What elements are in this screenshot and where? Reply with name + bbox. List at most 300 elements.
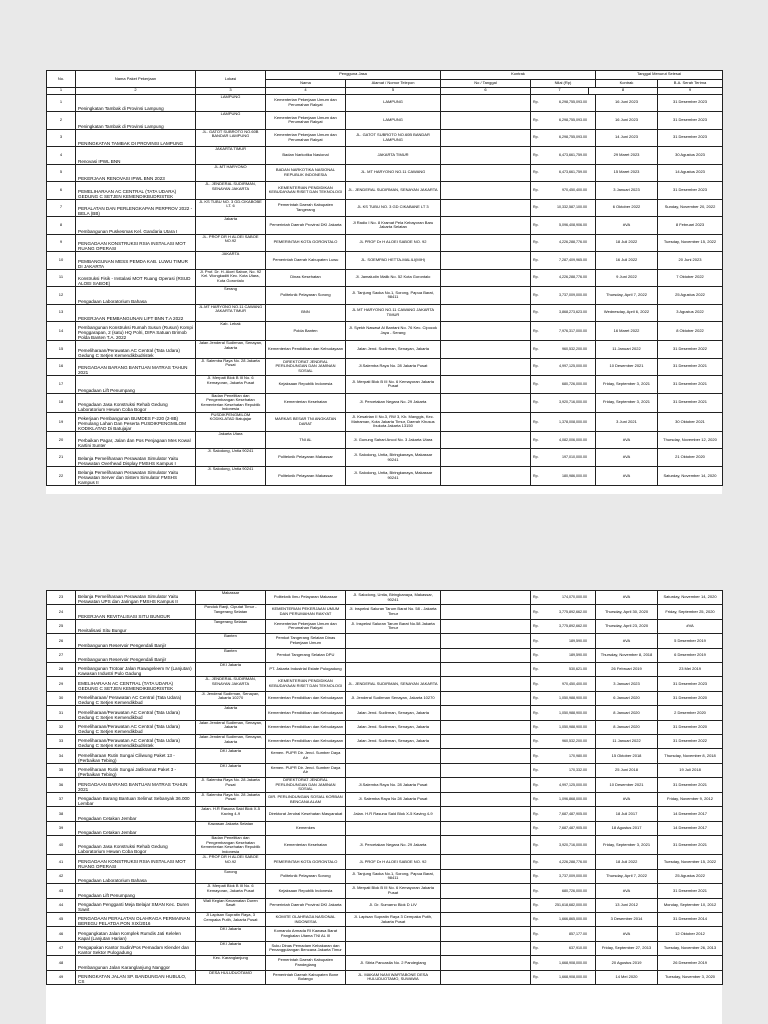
package-name: Belanja Pemeliharaan Perawatan Simulator Yaitu Perawatan Server dan Sistem Simulator FMSHS Kampus II [76,466,196,485]
handover-date: 31 Desember 2022 [658,734,723,748]
location: Jalan Jenderal Sudirman, Senayan, Jakarta [196,734,266,748]
currency-label: Rp. [533,753,539,758]
client-address: Jl. Salemba Raya No 28 Jakarta Pusat [346,792,441,806]
location: Jl. Prof. Dr. H. Aloei Saboe, No. 92 Kel. Wongkaditi Kec. Kota Utara, Kota Gorontalo [196,269,266,287]
contract-value-cell [531,734,596,748]
package-name: PEMELIHARAAN AC CENTRAL (TATA UDARA) GEDUNG C SETJEN KEMENDIKBUDRISTEK [76,182,196,200]
table-row [47,763,723,777]
contract-number [441,466,531,485]
client-name: Pemerintah Daerah Provinsi DKI Jakarta [266,898,346,912]
package-name: Peningkatan Tambak di Provinsi Lampung [76,112,196,130]
contract-value-cell [531,619,596,633]
contract-number [441,287,531,305]
table-row [47,662,723,676]
handover-date: Saturday, November 14, 2020 [658,466,723,485]
contract-date: #VA [596,466,658,485]
contract-value: 6,473,661,759.00 [559,170,587,175]
client-address: Jl. Lapisan Supratin Raya 3 Cempaka Putih, Jakarta Pusat [346,912,441,926]
contract-value: 1,668,908,000.00 [559,960,588,965]
contract-value-cell [531,720,596,734]
contract-number [441,734,531,748]
package-name: PENGADAAN PERALATAN OLAHRAGA PERMAINAN BEREGU PELATDA PON XIX/2016 [76,912,196,926]
table-row [47,322,723,341]
contract-date: 15 Maret 2023 [596,164,658,182]
row-number: 25 [47,619,76,633]
client-address: Jl. Tanjung Saoka No.1, Sorong, Papua Barat, 98411 [346,869,441,883]
contract-value: 680,726,000.00 [562,381,587,386]
contract-number [441,591,531,605]
contract-value: 7,287,409,965.00 [559,257,587,262]
client-name: DIR. PERLINDUNGAN SOSIAL KORBAN BENCANA ALAM [266,792,346,806]
package-name: Pembangunan Jalan Karanglanjung Nanggor [76,956,196,970]
table-row [47,941,723,955]
contract-number [441,269,531,287]
contract-date: #VA [596,884,658,898]
currency-label: Rp. [533,710,539,715]
contract-value: 4,226,288,776.00 [559,240,587,245]
contract-value: 3,775,892,662.00 [559,624,588,629]
contract-value-cell [531,147,596,165]
contract-value-cell [531,591,596,605]
contract-date: 18 Juli 2022 [596,855,658,869]
column-number: 5 [346,88,441,95]
client-address: JL. JENDERAL SUDIRMAN, SENAYAN JAKARTA [346,182,441,200]
contract-value-cell [531,792,596,806]
column-number: 9 [658,88,723,95]
table-row [47,591,723,605]
client-address: Jalan Jend. Sudirman, Senayan, Jakarta [346,341,441,359]
row-number: 31 [47,706,76,720]
client-name: Politeknik Pelayaran Sorong [266,869,346,883]
contract-value: 170,980.00 [569,753,588,758]
row-number: 43 [47,884,76,898]
contract-date: 14 Mei 2020 [596,970,658,984]
contract-value: 3,737,009,000.00 [559,292,587,297]
location: Tangerang Selatan [196,619,266,633]
client-name: Kementerian Pendidikan dan Kebudayaan [266,691,346,705]
currency-label: Rp. [533,974,539,979]
handover-date: Tuesday, November 3, 2020 [658,970,723,984]
handover-date: 12 Oktober 2012 [658,927,723,941]
row-number: 40 [47,836,76,855]
location: JL KS TUBU NO. 3 GD.CIKABOBE LT. 6 [196,199,266,217]
table-row [47,376,723,394]
location: Jl. Salodong, Untia 90241 [196,449,266,467]
contract-value: 6,298,755,093.00 [559,135,587,140]
client-address: Jl. Syekh Nawawi Al Bantani No. 76 Kec. Cipocok Jaya - Serang [346,322,441,341]
handover-date: 8 Februari 2023 [658,217,723,235]
contract-value-cell [531,807,596,821]
row-number: 26 [47,634,76,648]
currency-label: Rp. [533,681,539,686]
location: PUSDIKPENGMILOM KODIKLATAD Batujajar [196,412,266,431]
row-number: 49 [47,970,76,984]
client-address [346,941,441,955]
package-name: Pengapakan Kantor Sudin/Pos Pemadam Klender dan Kantor Sektor Pulogadung [76,941,196,955]
package-name: Pengadaan Lift Penumpang [76,376,196,394]
row-number: 15 [47,341,76,359]
location: Jl. Merpati Blok B III No. 6 Kemayoran, Jakarta Pusat [196,376,266,394]
contract-date: Thursday, November 8, 2018 [596,648,658,662]
table-row [47,927,723,941]
currency-label: Rp. [533,960,539,965]
contract-number [441,941,531,955]
client-name: Komando Armada RI Kawasa Barat Pangkalan Utama TNI AL III [266,927,346,941]
contract-number [441,304,531,322]
table-row [47,341,723,359]
client-name: Kementerian Pendidikan dan Kebudayaan [266,720,346,734]
contract-number [441,94,531,112]
currency-label: Rp. [533,595,539,600]
contract-date: #VA [596,792,658,806]
contract-date: 3 Januari 2023 [596,182,658,200]
row-number: 14 [47,322,76,341]
contract-date: 11 Januari 2022 [596,341,658,359]
currency-label: Rp. [533,667,539,672]
client-address: LAMPUNG [346,94,441,112]
handover-date: 5 Desember 2019 [658,634,723,648]
location: Sorong [196,869,266,883]
row-number: 36 [47,778,76,793]
package-name: Belanja Pemeliharaan Perawatan Simulator Yaitu Perawatan UPS dan Jaringan FMSHS Kampus II [76,591,196,605]
handover-date: 31 Desember 2022 [658,341,723,359]
handover-date: 23 Mei 2019 [658,662,723,676]
contract-value: 4,226,288,776.00 [559,275,587,280]
header-kontrak: Kontrak [441,71,596,80]
contract-value-cell [531,358,596,376]
column-number: 8 [589,88,658,95]
column-number: 7 [531,88,589,95]
client-name: Pemkot Tangerang Selatan DPU [266,648,346,662]
handover-date: 2 Desember 2020 [658,706,723,720]
client-name: Kejaksaan Republik Indonesia [266,376,346,394]
currency-label: Rp. [533,310,539,315]
table-row [47,393,723,412]
currency-label: Rp. [533,946,539,951]
column-number: 4 [266,88,346,95]
currency-label: Rp. [533,624,539,629]
currency-label: Rp. [533,638,539,643]
contract-value: 4,997,125,000.00 [559,364,587,369]
row-number: 28 [47,662,76,676]
handover-date: 20 Juni 2023 [658,252,723,270]
currency-label: Rp. [533,364,539,369]
contract-value-cell [531,393,596,412]
contract-value-cell [531,112,596,130]
contract-number [441,412,531,431]
contract-value-cell [531,662,596,676]
table-row [47,821,723,835]
contract-number [441,234,531,252]
contract-value: 7,976,317,000.00 [559,328,587,333]
table-row [47,884,723,898]
contract-date: 26 Februari 2019 [596,662,658,676]
contract-value: 197,010,000.00 [562,455,587,460]
currency-label: Rp. [533,842,539,847]
package-name: Konstruksi Fisik - Instalasi MOT Ruang Operasi (RSUD ALOEI SABOE) [76,269,196,287]
contract-number [441,970,531,984]
client-name: MARKAS BESAR TNI ANGKATAN DARAT [266,412,346,431]
contract-date: Friday, September 3, 2021 [596,836,658,855]
table-row [47,164,723,182]
client-address: Jl. Kesatrian II No.3, RW 3, Kb. Manggis, Kec. Matraman, Kota Jakarta Timur, Daerah Khusus Ibukota Jakarta 13150 [346,412,441,431]
handover-date: 31 Desember 2020 [658,720,723,734]
column-number: 2 [76,88,196,95]
package-name: PEKERJAAN REVITALISASI SITU BUNGUR [76,605,196,619]
package-name: Pengadaan Laboratorium Bahasa [76,287,196,305]
contract-date: Friday, September 3, 2021 [596,393,658,412]
contract-date: 9 Juni 2022 [596,269,658,287]
package-name: Pekerjaan Pembangunan BUMDES F-220 (2-8B) Pemulang Lahan Dan Peserta PUSDIKPENGMILOM KODIKLATAD Di Batujajar [76,412,196,431]
row-number: 2 [47,112,76,130]
header-tanggal-selesai: Tanggal Menurut Selesai [596,71,723,80]
handover-date: 31 Desember 2023 [658,182,723,200]
contract-value-cell [531,269,596,287]
client-address: Jl. Dr. Sumarno Blok D LIV [346,898,441,912]
handover-date: Friday, September 25, 2020 [658,605,723,619]
row-number: 33 [47,734,76,748]
row-number: 47 [47,941,76,955]
header-ba-serah-terima: B.A. Serah Terima [658,79,723,88]
contract-value-cell [531,164,596,182]
package-name: Pemeliharaan/Perawatan AC Central (Tata Udara) Gedung C Setjen Kemendikbudristek [76,341,196,359]
package-name: Pemeliharaan/Perawatan AC Central (Tata Udara) Gedung C Setjen Kemendikbudristek [76,734,196,748]
currency-label: Rp. [533,811,539,816]
contract-value: 3,775,892,662.00 [559,609,588,614]
client-name: DIREKTORAT JENDRAL PERLINDUNGAN DAN JAMINAN SOSIAL [266,358,346,376]
contract-number [441,898,531,912]
client-address: Jalan Jend. Sudirman, Senayan, Jakarta [346,706,441,720]
client-name: Kejaksaan Republik Indonesia [266,884,346,898]
contract-value: 6,298,755,093.00 [559,117,587,122]
client-address [346,749,441,763]
contract-number [441,855,531,869]
contract-date: #VA [596,431,658,449]
location: Jl Lapisan Supratin Raya, 3 Cempaka Putih, Jakarta Pusat [196,912,266,926]
package-name: Pembangunan Reservoir Pengendali Banjir [76,634,196,648]
currency-label: Rp. [533,739,539,744]
contract-number [441,182,531,200]
client-name: Dinas Kesehatan [266,269,346,287]
contract-value: 970,450,400.00 [562,187,587,192]
contract-date: #VA [596,927,658,941]
table-row [47,287,723,305]
table-row [47,970,723,984]
location: DKI Jakarta [196,749,266,763]
location: JAKARTA [196,252,266,270]
contract-value-cell [531,217,596,235]
contract-value: 180,986,000.00 [562,473,587,478]
table-row [47,912,723,926]
currency-label: Rp. [533,292,539,297]
package-name: PERALATAN DAN PERLENGKAPAN PERPROV 2022 - BELA (BB) [76,199,196,217]
handover-date: Thursday, November 12, 2020 [658,431,723,449]
table-row [47,234,723,252]
location: DESA HULUDUOTAMO [196,970,266,984]
row-number: 13 [47,304,76,322]
table-row [47,466,723,485]
header-nilai: Nilai (Rp) [531,79,596,88]
table-row [47,412,723,431]
package-name: Pemeliharaan/Perawatan AC Central (Tata Udara) Gedung C Setjen Kemendikbud [76,720,196,734]
contract-value: 4,226,288,776.00 [559,859,588,864]
table-row [47,792,723,806]
contract-date: 16 Juli 2022 [596,252,658,270]
header-pengguna-jasa: Pengguna Jasa [266,71,441,80]
contract-value-cell [531,869,596,883]
header-nama: Nama [266,79,346,88]
location: Jakarta [196,706,266,720]
client-address: Jl. Jamaludin Malik No. 52 Kota Gorontalo [346,269,441,287]
package-name: PENGADAAN BARANG BANTUAN MATRAS TAHUN 2021 [76,358,196,376]
location: Jalan. H.R Rasuna Said Blok X-5 Kaving 4-9 [196,807,266,821]
location: DKI Jakarta [196,927,266,941]
row-number: 30 [47,691,76,705]
contract-number [441,720,531,734]
table-row [47,956,723,970]
handover-date: 31 Desember 2023 [658,129,723,147]
handover-date: Tuesday, November 15, 2022 [658,855,723,869]
client-name: Kemen. PUPR Dir. Jend. Sumber Daya Air [266,749,346,763]
client-address: JL. SOEMPAD HETTA-MALILI(MIH) [346,252,441,270]
client-name: Badan Narkotika Nasional [266,147,346,165]
row-number: 20 [47,431,76,449]
contract-number [441,129,531,147]
contract-value-cell [531,898,596,912]
contract-number [441,956,531,970]
location: LAMPUNG [196,94,266,112]
client-address: JL PROF Dr H ALOEI SABOE NO. 92 [346,234,441,252]
contract-value: 3,920,716,000.00 [559,400,587,405]
location: Jl. Salodong, Untia 90241 [196,466,266,485]
client-name: Polda Banten [266,322,346,341]
client-name: Politeknik Ilmu Pelayaran Makassar [266,591,346,605]
client-address: Jalan Jend. Sudirman, Senayan, Jakarta [346,720,441,734]
row-number: 46 [47,927,76,941]
client-address: Jalan Jend. Sudirman, Senayan, Jakarta [346,734,441,748]
table-row [47,217,723,235]
contract-date: 18 Agustus 2017 [596,821,658,835]
table-row [47,112,723,130]
contract-number [441,619,531,633]
row-number: 10 [47,252,76,270]
contract-value-cell [531,129,596,147]
currency-label: Rp. [533,437,539,442]
client-address: Jl. Merpati Blok B III No. 6 Kemayoran Jakarta Pusat [346,376,441,394]
contract-value-cell [531,605,596,619]
contract-number [441,605,531,619]
contract-number [441,912,531,926]
contract-value: 3,920,716,000.00 [559,842,588,847]
currency-label: Rp. [533,381,539,386]
client-name: Pemkot Tangerang Selatan Dinas Pekerjaan Umum [266,634,346,648]
location: Kab. Lebak [196,322,266,341]
package-name: Pembangunan Konstruksi Rumah Susun (Rusun) Kompi Penggarapan, 2 (satu) HQ Polri, DIPA Satuan Brimob Polda Banten T.A. 2022 [76,322,196,341]
handover-date: 31 Desember 2023 [658,112,723,130]
client-name: KEMENTERIAN PENDIDIKAN KEBUDAYAAN RISET DAN TEKNOLOGI [266,182,346,200]
contract-value-cell [531,648,596,662]
row-number: 17 [47,376,76,394]
currency-label: Rp. [533,455,539,460]
location: JAKARTA TIMUR [196,147,266,165]
contract-number [441,884,531,898]
client-name: Kemen. PUPR Dir. Jend. Sumber Daya Air [266,763,346,777]
table-row [47,749,723,763]
currency-label: Rp. [533,152,539,157]
client-name: PT. Jakarta Industrial Estate Pulogadung [266,662,346,676]
contract-date: Friday, September 3, 2021 [596,376,658,394]
client-address: Jl.Salemba Raya No. 28 Jakarta Pusat [346,358,441,376]
package-name: Peningkatan Tambak di Provinsi Lampung [76,94,196,112]
contract-value-cell [531,691,596,705]
table-row [47,619,723,633]
handover-date: 31 Desember 2021 [658,778,723,793]
row-number: 29 [47,677,76,691]
client-name: Politeknik Pelayaran Sorong [266,287,346,305]
contract-date: 3 Januari 2023 [596,677,658,691]
row-number: 48 [47,956,76,970]
currency-label: Rp. [533,768,539,773]
package-name: Pemeliharaan/ Perawatan AC Central (Tata Udara) Gedung C Setjen Kemendikbud [76,691,196,705]
contract-number [441,927,531,941]
client-name: Pemerintah Daerah Kabupaten Pandeglang [266,956,346,970]
contract-number [441,112,531,130]
header-no: No. [47,71,76,88]
client-address [346,763,441,777]
row-number: 22 [47,466,76,485]
contract-value-cell [531,927,596,941]
contract-number [441,821,531,835]
location: JL.MT HARYONO [196,164,266,182]
package-name: Revitalisasi Situ Bungur [76,619,196,633]
contract-value: 3,737,009,000.00 [559,874,588,879]
handover-date: 19 Juli 2018 [658,763,723,777]
package-name: PENGADAAN KONSTRUKSI RSIA INSTALASI MOT RUANG OPERASI [76,855,196,869]
location: Kec. Karanglanjung [196,956,266,970]
contract-date: Thursday, April 30, 2020 [596,605,658,619]
handover-date: 30 Oktober 2021 [658,412,723,431]
location: DKI Jakarta [196,662,266,676]
client-address: Jalan. H.R Rasuna Said Blok X-5 Kaving 4-9 [346,807,441,821]
client-address: JL MT HARYONO NO.11 CAWANG JAKARTA TIMUR [346,304,441,322]
contract-value: 6,473,661,759.00 [559,152,587,157]
table-row [47,449,723,467]
location: JL. PROF DR H ALOEI SABOE NO.92 [196,855,266,869]
client-address [346,648,441,662]
client-name: DIREKTORAT JENDRAL PERLINDUNGAN DAN JAMINAN SOSIAL [266,778,346,793]
row-number: 42 [47,869,76,883]
package-name: Pengadaan Barang Bantuan Selimut Sebanyak 36.000 Lembar [76,792,196,806]
column-number: 3 [196,88,266,95]
location: DKI Jakarta [196,941,266,955]
contract-number [441,358,531,376]
client-name: Kementerian Pendidikan dan Kebudayaan [266,734,346,748]
contract-value-cell [531,341,596,359]
handover-date: Saturday, November 14, 2020 [658,591,723,605]
currency-label: Rp. [533,888,539,893]
package-name: Pengadaan Jasa Konstruksi Rehab Gedung Laboratorium Hewan Coba Bogor [76,836,196,855]
table-row [47,836,723,855]
package-name: Belanja Pemeliharaan Perawatan Simulator Yaitu Perawatan Overhead Display FMSHS Kampus I [76,449,196,467]
contract-number [441,778,531,793]
client-address: Jl. Jenderal Sudirman Senayan, Jakarta 10270 [346,691,441,705]
contract-date: 10 Desember 2021 [596,358,658,376]
contract-date: #VA [596,449,658,467]
table-row [47,94,723,112]
location: Jl. Salemba Raya No. 28 Jakarta Pusat [196,358,266,376]
package-name: PEMBANGUNAN MESS PEMDA KAB. LUWU TIMUR DI JAKARTA [76,252,196,270]
table-row [47,720,723,734]
